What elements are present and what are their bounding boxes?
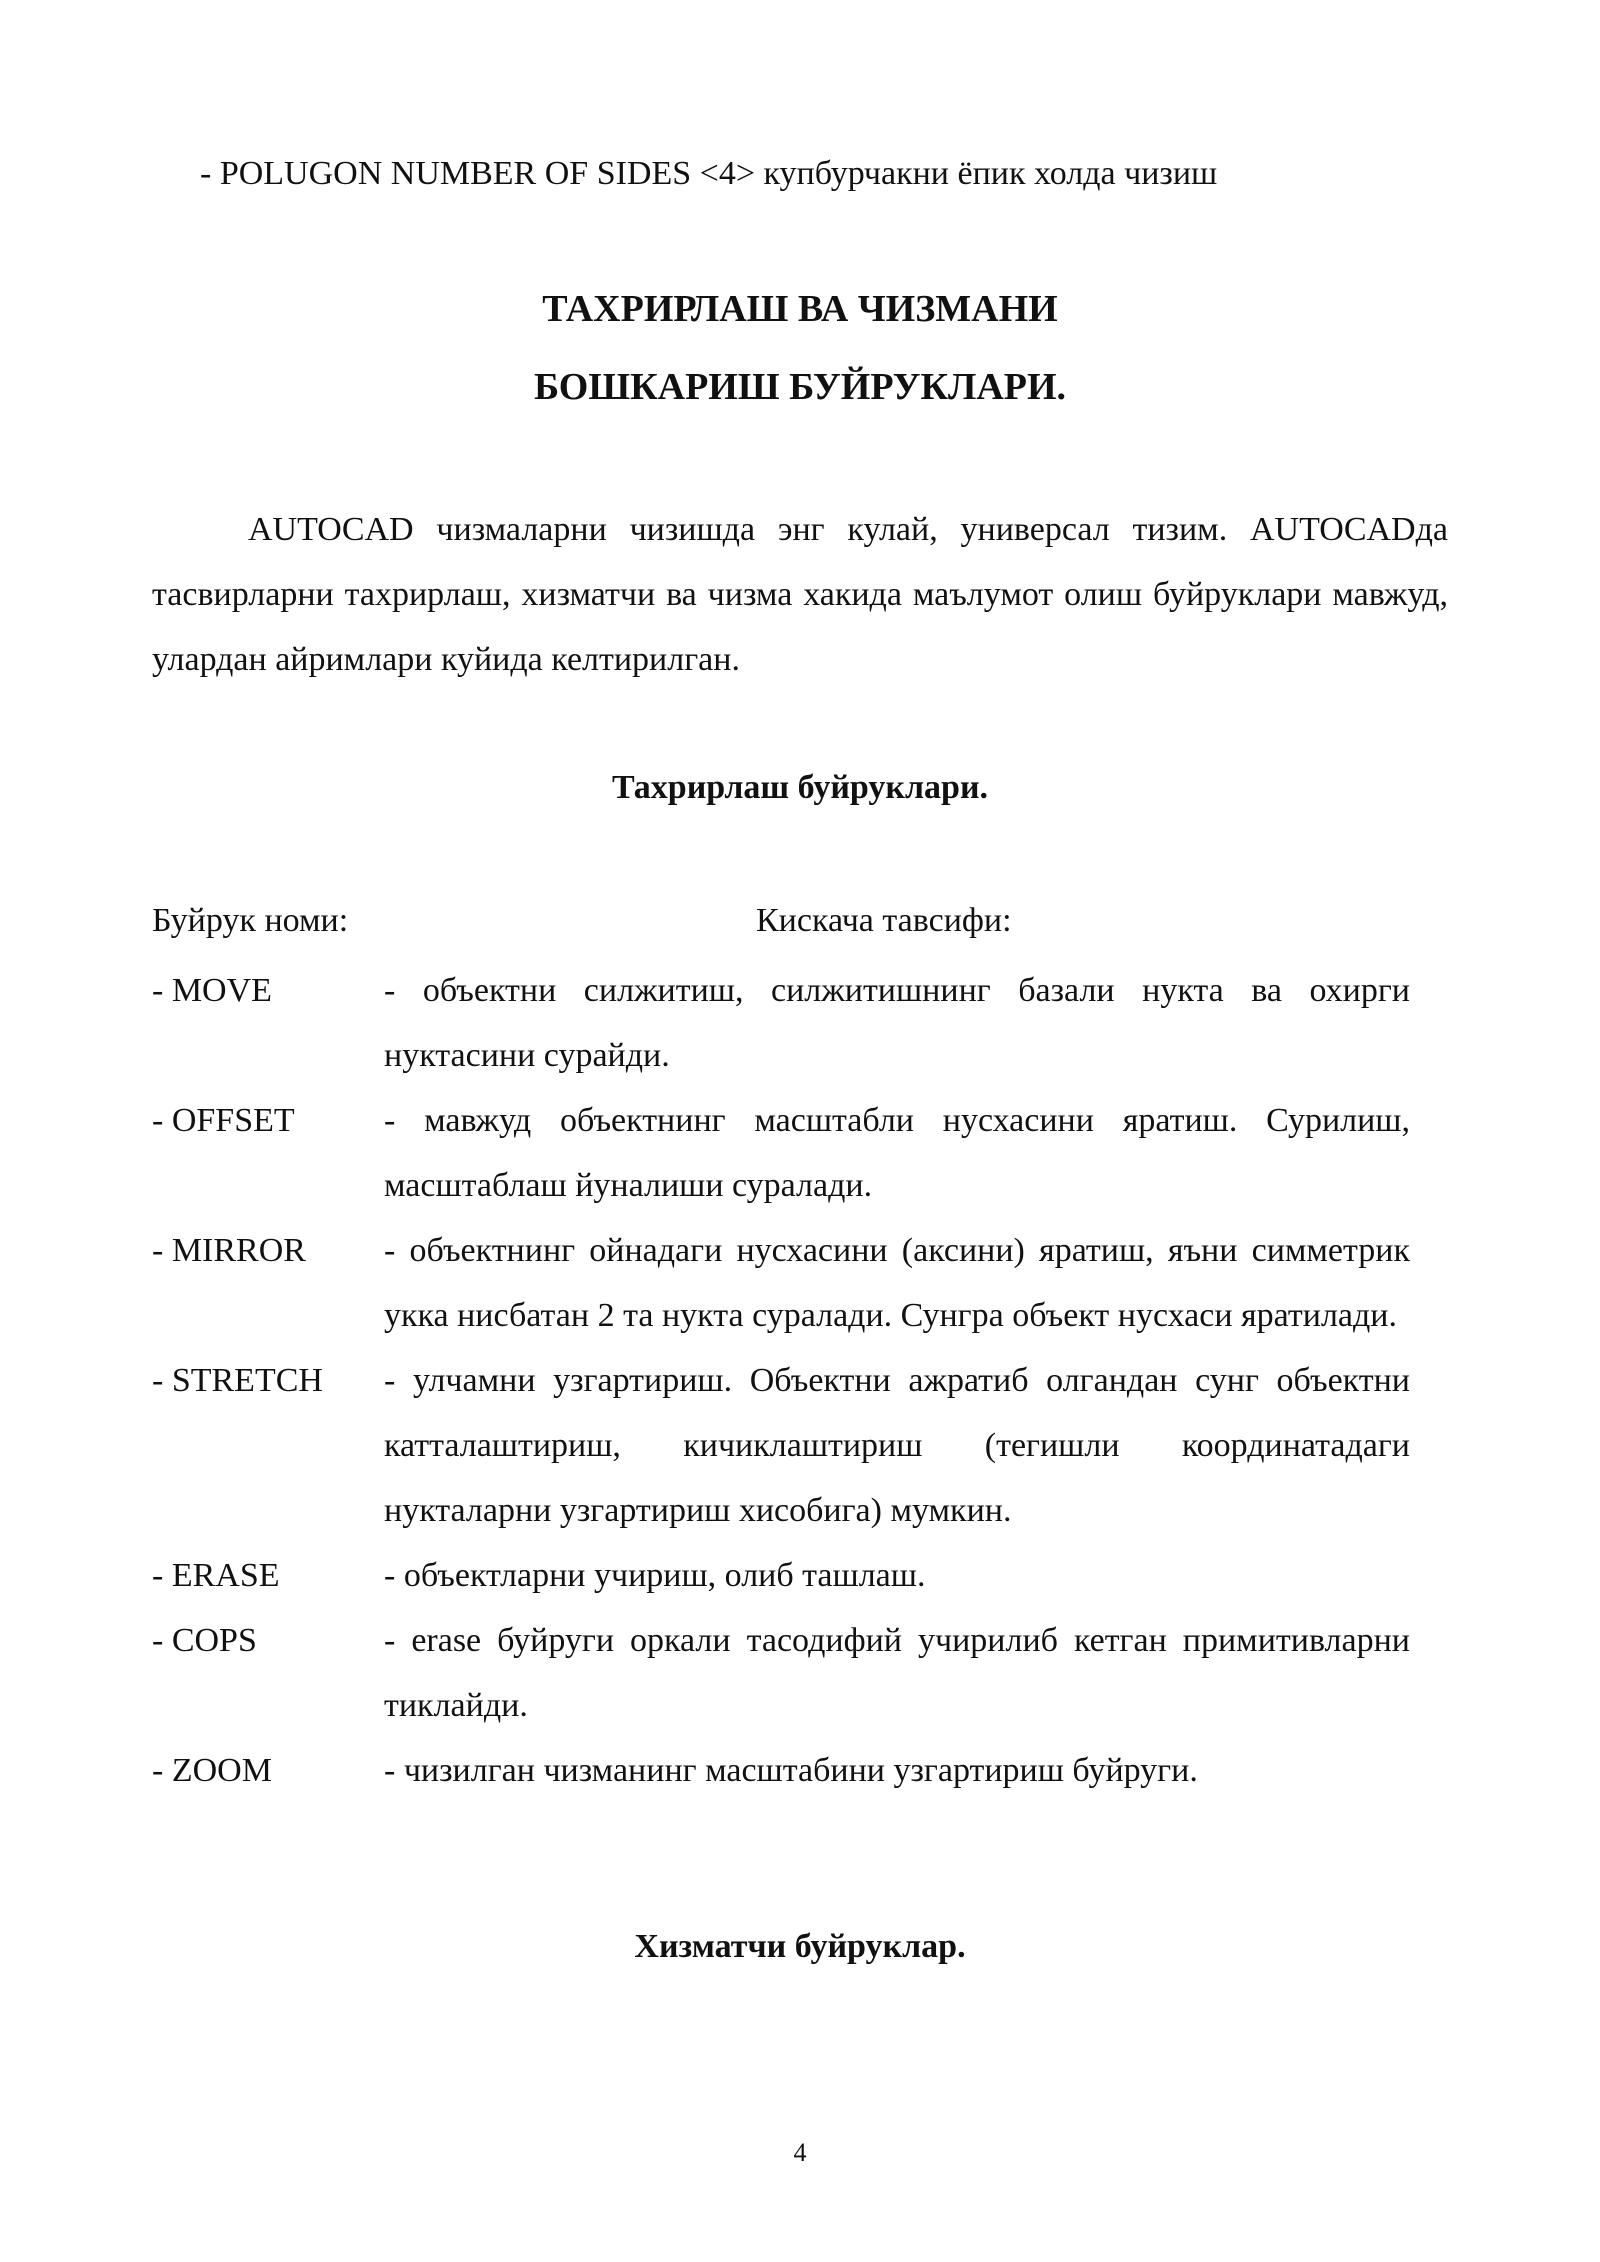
- header-command-name: Буйрук номи:: [152, 902, 349, 939]
- command-row-zoom: [152, 1738, 1410, 1803]
- command-table-header: [152, 893, 1410, 958]
- command-table: [152, 893, 1410, 1803]
- main-title-line-2: БОШКАРИШ БУЙРУКЛАРИ.: [533, 366, 1067, 408]
- intro-paragraph: AUTOCAD чизмаларни чизишда энг кулай, универсал тизим. AUTOCADда тасвирларни тахрирлаш, хизматчи ва чизма хакида маълумот олиш буйруклари мавжуд, улардан айримлари куйида келтирилган.: [152, 511, 1448, 678]
- page-number: 4: [793, 2138, 807, 2167]
- command-row-offset: [152, 1088, 1410, 1218]
- command-row-erase: [152, 1543, 1410, 1608]
- main-title-line-1: ТАХРИРЛАШ ВА ЧИЗМАНИ: [542, 288, 1058, 330]
- command-description: - объектларни учириш, олиб ташлаш.: [384, 1557, 926, 1594]
- command-description: - улчамни узгартириш. Объектни ажратиб олгандан сунг объектни катталаштириш, кичиклаштириш (тегишли координатадаги нукталарни узгартириш хисобига) мумкин.: [384, 1362, 1410, 1529]
- command-description: - erase буйруги оркали тасодифий учирилиб кетган примитивларни тиклайди.: [384, 1622, 1410, 1724]
- intro-line: - POLUGON NUMBER OF SIDES <4> купбурчакни ёпик холда чизиш: [200, 155, 1218, 192]
- command-name: - STRETCH: [152, 1362, 323, 1399]
- command-description: - объектнинг ойнадаги нусхасини (аксини) яратиш, яъни симметрик укка нисбатан 2 та нукта суралади. Сунгра объект нусхаси яратилади.: [384, 1232, 1410, 1334]
- section-title-service: Хизматчи буйруклар.: [634, 1928, 966, 1965]
- command-name: - COPS: [152, 1622, 257, 1659]
- command-row-cops: [152, 1608, 1410, 1738]
- command-name: - ERASE: [152, 1557, 280, 1594]
- command-description: - объектни силжитиш, силжитишнинг базали нукта ва охирги нуктасини сурайди.: [384, 972, 1410, 1074]
- main-title: [0, 270, 1600, 426]
- command-row-mirror: [152, 1218, 1410, 1348]
- command-name: - ZOOM: [152, 1752, 272, 1789]
- command-name: - MIRROR: [152, 1232, 306, 1269]
- section-title-editing: Тахрирлаш буйруклари.: [611, 769, 989, 806]
- command-description: - чизилган чизманинг масштабини узгартириш буйруги.: [384, 1752, 1198, 1789]
- command-name: - OFFSET: [152, 1102, 295, 1139]
- header-command-description: Кискача тавсифи:: [756, 902, 1012, 939]
- command-name: - MOVE: [152, 972, 272, 1009]
- command-description: - мавжуд объектнинг масштабли нусхасини яратиш. Сурилиш, масштаблаш йуналиши суралади.: [384, 1102, 1410, 1204]
- command-row-move: [152, 958, 1410, 1088]
- command-row-stretch: [152, 1348, 1410, 1543]
